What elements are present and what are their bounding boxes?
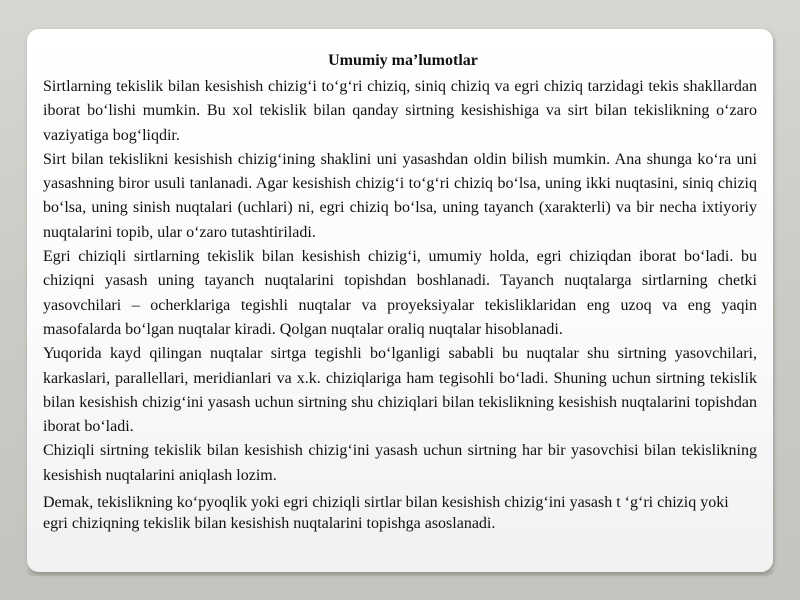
paragraph-5: Chiziqli sirtning tekislik bilan kesishish chizig‘ini yasash uchun sirtning har bir yasovchisi bilan tekislikning kesishish nuqtalarini aniqlash lozim. (43, 442, 757, 484)
paragraph-6: Demak, tekislikning ko‘pyoqlik yoki egri chiziqli sirtlar bilan kesishish chizig‘ini yasash t ‘g‘ri chiziq yoki egri chiziqning tekislik bilan kesishish nuqtalarini topishga asoslanadi. (43, 494, 729, 533)
paragraph-3: Egri chiziqli sirtlarning tekislik bilan kesishish chizig‘i, umumiy holda, egri chiziqdan iborat bo‘ladi. bu chiziqni yasash uning tayanch nuqtalarini topishdan boshlanadi. Tayanch nuqtalarga sirtlarning chetki yasovchilari – ocherklariga tegishli nuqtalar va proyeksiyalar tekisliklaridan eng uzoq va eng yaqin masofalarda bo‘lgan nuqtalar kiradi. Qolgan nuqtalar oraliq nuqtalar hisoblanadi. (43, 248, 757, 338)
paragraph-2: Sirt bilan tekislikni kesishish chizig‘ining shaklini uni yasashdan oldin bilish mumkin. Ana shunga ko‘ra uni yasashning biror usuli tanlanadi. Agar kesishish chizig‘i to‘g‘ri chiziq bo‘lsa, uning ikki nuqtasini, siniq chiziq bo‘lsa, uning sinish nuqtalari (uchlari) ni, egri chiziq bo‘lsa, uning tayanch (xarakterli) va bir necha ixtiyoriy nuqtalarini topib, ular o‘zaro tutashtiriladi. (43, 150, 757, 241)
paragraph-4: Yuqorida kayd qilingan nuqtalar sirtga tegishli bo‘lganligi sababli bu nuqtalar shu sirtning yasovchilari, karkaslari, parallellari, meridianlari va x.k. chiziqlariga ham tegisohli bo‘ladi. Shuning uchun sirtning tekislik bilan kesishish chizig‘ini yasash uchun sirtning shu chiziqlari bilan tekislikning kesishish nuqtalarini topishdan iborat bo‘ladi. (43, 345, 757, 436)
paragraph-1: Sirtlarning tekislik bilan kesishish chizig‘i to‘g‘ri chiziq, siniq chiziq va egri chiziq tarzidagi tekis shakllardan iborat bo‘lishi mumkin. Bu xol tekislik bilan qanday sirtning kesishishiga va sirt bilan tekislikning o‘zaro vaziyatiga bog‘liqdir. (43, 78, 757, 144)
slide-card (27, 29, 773, 572)
page-title: Umumiy ma’lumotlar (328, 52, 478, 69)
